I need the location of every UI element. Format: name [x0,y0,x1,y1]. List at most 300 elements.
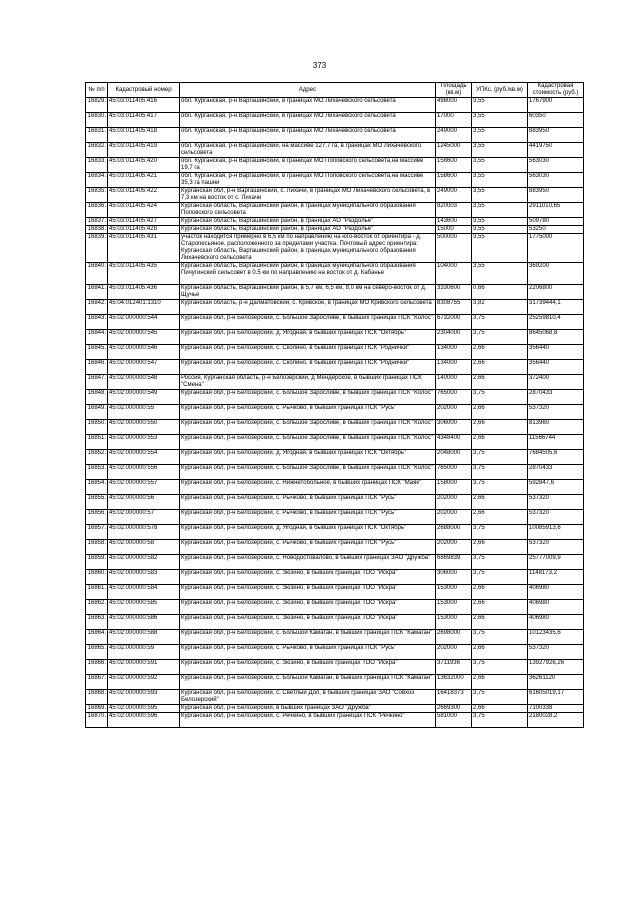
cell-cadastral-number: 45:02:000000:557 [108,480,180,495]
cell-address: Курганская обл, р-н Белозерский, с. Речкино, в бывших границах ПСК "Речкино" [180,713,436,728]
cell-address: Курганская обл, р-н Белозерский, с. Нижнетобольное, в бывших границах ПСК "Маяк" [180,480,436,495]
table-row [86,525,584,540]
table-row [86,263,584,285]
cell-row-number: 16855. [86,495,108,510]
cell-cadastral-cost: 2870433 [528,465,584,480]
cell-upks: 2,66 [472,495,528,510]
cell-cadastral-cost: 406980 [528,600,584,615]
cell-cadastral-cost: 25777009,9 [528,555,584,570]
cell-address: Курганская обл, р-н Белозерский, с. Большое Заросливе, в бывших границах ПСК "Колос" [180,315,436,330]
cell-row-number: 16856. [86,510,108,525]
cell-address: Курганская обл, р-н Белозерский, с. Светлый Дол, в бывших границах ЗАО "Совхоз Белозерский" [180,690,436,705]
cell-address: обл. Курганская, р-н Варгашинский, в границах МО Поповского сельсовета,на массиве 19,7 га [180,158,436,173]
table-row [86,600,584,615]
cell-upks: 3,55 [472,143,528,158]
cell-upks: 3,75 [472,570,528,585]
cell-address: Курганская обл, р-н Белозерский, с. Зюзино, в бывших границах ТОО "Искра" [180,660,436,675]
cell-cadastral-cost: 60350 [528,113,584,128]
cell-row-number: 16849. [86,405,108,420]
cell-cadastral-cost: 406980 [528,615,584,630]
cell-upks: 3,55 [472,128,528,143]
cell-cadastral-number: 45:03:011405:427 [108,218,180,226]
cell-upks: 3,75 [472,660,528,675]
table-row [86,188,584,203]
cell-address: Курганская обл, р-н Белозерский, с. Скопино, в бывших границах ПСК "Роднички" [180,345,436,360]
cell-address: Россия, Курганская область, р-н Белозерский, д Мендерское, в бывших границах ПСК "Смена" [180,375,436,390]
cell-row-number: 16854. [86,480,108,495]
table-row [86,705,584,713]
cell-upks: 2,66 [472,360,528,375]
table-row [86,435,584,450]
cell-address: Курганская область, р-н Далматовский, с. Кривское, в границах МО Кривского сельсовета [180,300,436,315]
cell-cadastral-number: 45:02:000000:55 [108,405,180,420]
cell-cadastral-cost: 1775000 [528,234,584,263]
cell-row-number: 16841. [86,285,108,300]
cell-area: 2304000 [436,330,472,345]
cell-cadastral-cost: 883950 [528,128,584,143]
cell-cadastral-cost: 537320 [528,495,584,510]
cell-address: Курганская обл, р-н Белозерский, с. Рычково, в бывших границах ПСК "Русь" [180,510,436,525]
cell-cadastral-number: 45:03:011405:431 [108,234,180,263]
cell-row-number: 16829. [86,98,108,113]
cell-cadastral-cost: 372400 [528,375,584,390]
cell-cadastral-number: 45:02:000000:592 [108,675,180,690]
cell-upks: 2,66 [472,615,528,630]
cell-area: 134000 [436,345,472,360]
cell-area: 2669300 [436,705,472,713]
cell-upks: 3,75 [472,555,528,570]
table-row [86,480,584,495]
table-row [86,98,584,113]
cell-area: 6732000 [436,315,472,330]
cell-address: Курганская обл, р-н Белозерский, с. Зюзино, в бывших границах ТОО "Искра" [180,615,436,630]
table-row [86,113,584,128]
table-body [86,98,584,728]
cell-cadastral-cost: 13927926,26 [528,660,584,675]
cell-cadastral-number: 45:03:011405:419 [108,143,180,158]
table-row [86,218,584,226]
cell-address: обл. Курганская, р-н Варгашинский, в границах МО Лихачевского сельсовета [180,128,436,143]
cell-row-number: 16870. [86,713,108,728]
cell-upks: 3,75 [472,690,528,705]
cell-address: Курганская область, Варгашинский район, в границах АО "Раздолье" [180,226,436,234]
cell-cadastral-number: 45:02:000000:550 [108,420,180,435]
cell-upks: 3,55 [472,218,528,226]
cell-cadastral-number: 45:02:000000:556 [108,465,180,480]
cell-cadastral-cost: 2911010,65 [528,203,584,218]
cell-address: Курганская обл, р-н Варгашинский, с. Лихачи, в границах МО Лихачевского сельсовета, в 7,3 км на восток от с. Лихачи [180,188,436,203]
cell-cadastral-cost: 563030 [528,173,584,188]
cell-cadastral-cost: 25259810,4 [528,315,584,330]
cell-cadastral-number: 45:02:000000:546 [108,345,180,360]
cell-address: Курганская обл, р-н Белозерский, с. Зюзино, в бывших границах ТОО "Искра" [180,600,436,615]
cell-row-number: 16846. [86,360,108,375]
table-row [86,203,584,218]
table-row [86,234,584,263]
cell-row-number: 16842. [86,300,108,315]
cell-upks: 2,66 [472,375,528,390]
cell-row-number: 16863. [86,615,108,630]
cell-cadastral-cost: 406980 [528,585,584,600]
cell-upks: 3,55 [472,234,528,263]
cell-area: 13632000 [436,675,472,690]
cell-cadastral-cost: 592847,6 [528,480,584,495]
cell-upks: 3,55 [472,173,528,188]
cell-row-number: 16844. [86,330,108,345]
cell-row-number: 16859. [86,555,108,570]
cell-upks: 2,66 [472,420,528,435]
cell-area: 500000 [436,234,472,263]
cell-cadastral-number: 45:02:000000:547 [108,360,180,375]
cell-cadastral-number: 45:03:011405:421 [108,173,180,188]
cell-upks: 2,66 [472,345,528,360]
cell-row-number: 16860. [86,570,108,585]
cell-cadastral-cost: 31739444,1 [528,300,584,315]
cell-area: 820003 [436,203,472,218]
table-row [86,585,584,600]
table-row [86,390,584,405]
cell-upks: 3,55 [472,263,528,285]
cell-address: Курганская обл, р-н Белозерский, д. Ягодная, в бывших границах ПСК "Октябрь" [180,330,436,345]
cell-cadastral-number: 45:02:000000:553 [108,435,180,450]
cell-upks: 2,66 [472,540,528,555]
cell-address: Курганская обл, р-н Белозерский, с. Зюзино, в бывших границах ТОО "Искра" [180,570,436,585]
header-address: Адрес [180,83,436,98]
cell-area: 16418373 [436,690,472,705]
cell-area: 249000 [436,188,472,203]
cell-cadastral-number: 45:03:011405:420 [108,158,180,173]
cell-cadastral-cost: 61605019,17 [528,690,584,705]
table-row [86,345,584,360]
cell-address: Курганская обл, р-н Белозерский, с. Зюзино, в бывших границах ТОО "Искра" [180,585,436,600]
cell-upks: 2,66 [472,645,528,660]
cell-address: Курганская обл, р-н Белозерский, с. Рычково, в бывших границах ПСК "Русь" [180,540,436,555]
cell-area: 153000 [436,585,472,600]
cell-cadastral-number: 45:03:011405:418 [108,128,180,143]
cell-address: обл. Курганская, р-н Варгашинский, в границах МО Поповского сельсовета,на массиве 35,3 га пашни [180,173,436,188]
cell-address: Курганская обл, р-н Белозерский, с. Рычково, в бывших границах ПСК "Русь" [180,495,436,510]
cell-row-number: 16839. [86,234,108,263]
cell-cadastral-cost: 509780 [528,218,584,226]
cell-area: 306000 [436,420,472,435]
cell-address: Курганская область, Варгашинский район, в 5,7 км, 6,5 км, 8,0 км на северо-восток от д. Щучье [180,285,436,300]
cell-cadastral-cost: 8645068,8 [528,330,584,345]
cell-upks: 3,55 [472,158,528,173]
table-row [86,555,584,570]
cell-cadastral-cost: 36261120 [528,675,584,690]
cell-address: Курганская обл, р-н Белозерский, с. Рычково, в бывших границах ПСК "Русь" [180,405,436,420]
cell-cadastral-number: 45:04:012401:1310 [108,300,180,315]
cell-area: 306000 [436,570,472,585]
cell-area: 1245000 [436,143,472,158]
cell-cadastral-number: 45:02:000000:58 [108,540,180,555]
table-row [86,158,584,173]
cell-cadastral-cost: 563030 [528,158,584,173]
cell-upks: 2,66 [472,705,528,713]
cell-cadastral-number: 45:03:011405:416 [108,98,180,113]
cell-cadastral-cost: 7100338 [528,705,584,713]
cell-area: 202000 [436,540,472,555]
cell-upks: 2,66 [472,585,528,600]
cell-upks: 3,55 [472,203,528,218]
cell-cadastral-number: 45:02:000000:57 [108,510,180,525]
cell-area: 143600 [436,218,472,226]
cell-upks: 3,55 [472,226,528,234]
cell-area: 6869839 [436,555,472,570]
cell-cadastral-number: 45:02:000000:56 [108,495,180,510]
cell-area: 158600 [436,173,472,188]
cell-row-number: 16850. [86,420,108,435]
table-row [86,540,584,555]
cell-area: 4348400 [436,435,472,450]
cell-cadastral-number: 45:03:011405:435 [108,263,180,285]
cell-row-number: 16868. [86,690,108,705]
cell-area: 3711936 [436,660,472,675]
cell-row-number: 16869. [86,705,108,713]
cell-cadastral-cost: 2206800 [528,285,584,300]
cell-upks: 3,75 [472,480,528,495]
cell-area: 104000 [436,263,472,285]
cell-area: 765000 [436,390,472,405]
cell-cadastral-number: 45:03:011405:436 [108,285,180,300]
cell-cadastral-number: 45:03:011405:424 [108,203,180,218]
cell-row-number: 16847. [86,375,108,390]
cell-address: Курганская область, Варгашинский район, в границах АО "Раздолье" [180,218,436,226]
cell-address: обл. Курганская, р-н Варгашинский, в границах МО Лихачевского сельсовета [180,113,436,128]
cell-address: Курганская обл, р-н Белозерский, с. Скопино, в бывших границах ПСК "Роднички" [180,360,436,375]
cell-cadastral-cost: 11566744 [528,435,584,450]
cell-row-number: 16867. [86,675,108,690]
cell-cadastral-cost: 10085913,6 [528,525,584,540]
cell-area: 498000 [436,98,472,113]
cell-address: Курганская обл, р-н Белозерский, с. Большое Заросливе, в бывших границах ПСК "Колос" [180,390,436,405]
cell-area: 202000 [436,510,472,525]
cell-cadastral-cost: 813960 [528,420,584,435]
cell-area: 134000 [436,360,472,375]
cell-cadastral-cost: 883950 [528,188,584,203]
cell-row-number: 16840. [86,263,108,285]
cell-area: 202000 [436,405,472,420]
cell-cadastral-cost: 7684505,6 [528,450,584,465]
cell-address: участок находится примерно в 6,5 км по направлению на юго-восток от ориентира - д. Старопесьяное, расположенного за пределами участка. Почтовый адрес ориентира: Курганская область, Варгашинский район, в границах муниципального образования Лихачевского сельсовета [180,234,436,263]
table-row [86,450,584,465]
cell-cadastral-cost: 2870433 [528,390,584,405]
cell-cadastral-cost: 1767900 [528,98,584,113]
cell-address: Курганская обл, р-н Белозерский, с. Большой Камаган, в бывших границах ПСК "Камаган" [180,630,436,645]
table-row [86,375,584,390]
cell-upks: 2,66 [472,435,528,450]
cell-address: Курганская обл, р-н Белозерский, д. Ягодная, в бывших границах ПСК "Октябрь" [180,450,436,465]
table-row [86,645,584,660]
cell-cadastral-number: 45:02:000000:593 [108,690,180,705]
table-row [86,128,584,143]
header-upks: УПКс. (руб./кв.м) [472,83,528,98]
cell-address: Курганская область, Варгашинский район, в границах муниципального образования Поповского сельсовета [180,203,436,218]
cell-address: Курганская обл, р-н Белозерский, с. Большое Заросливе, в бывших границах ПСК "Колос" [180,465,436,480]
cell-cadastral-number: 45:02:000000:586 [108,615,180,630]
cell-cadastral-cost: 1148173,2 [528,570,584,585]
cell-cadastral-cost: 10123435,6 [528,630,584,645]
cell-area: 2698000 [436,630,472,645]
cell-upks: 3,55 [472,113,528,128]
table-row [86,405,584,420]
cell-address: Курганская область, Варгашинский район, в границах муниципального образования Пичугинский сельсовет в 0.5 км по направлению на восток от д. Кабанье [180,263,436,285]
table-row [86,465,584,480]
cell-row-number: 16833. [86,158,108,173]
cell-cadastral-number: 45:02:000000:591 [108,660,180,675]
cell-cadastral-number: 45:02:000000:548 [108,375,180,390]
header-cadastral-number: Кадастровый номер [108,83,180,98]
cell-upks: 3,75 [472,450,528,465]
table-row [86,630,584,645]
cell-cadastral-number: 45:02:000000:583 [108,570,180,585]
table-header [86,83,584,98]
cell-area: 3330600 [436,285,472,300]
cell-address: Курганская обл, р-н Белозерский, с. Новодостовалово, в бывших границах ЗАО "Дружба" [180,555,436,570]
cell-cadastral-cost: 4419750 [528,143,584,158]
cell-row-number: 16845. [86,345,108,360]
table-row [86,360,584,375]
cell-cadastral-number: 45:02:000000:585 [108,600,180,615]
cell-cadastral-cost: 2180028,2 [528,713,584,728]
cell-cadastral-cost: 537320 [528,645,584,660]
cell-row-number: 16831. [86,128,108,143]
table-row [86,615,584,630]
cell-row-number: 16864. [86,630,108,645]
cell-upks: 3,82 [472,300,528,315]
cell-area: 8308755 [436,300,472,315]
cell-cadastral-cost: 53250 [528,226,584,234]
cell-cadastral-number: 45:02:000000:554 [108,450,180,465]
cell-row-number: 16837. [86,218,108,226]
cell-upks: 3,75 [472,465,528,480]
cell-cadastral-cost: 537320 [528,405,584,420]
cell-row-number: 16853. [86,465,108,480]
cell-row-number: 16861. [86,585,108,600]
cell-address: Курганская обл, р-н Белозерский, в бывших границах ЗАО "Дружба" [180,705,436,713]
cell-area: 153000 [436,600,472,615]
table-row [86,330,584,345]
header-area: Площадь (кв.м) [436,83,472,98]
cell-area: 158600 [436,158,472,173]
cell-area: 765000 [436,465,472,480]
cell-row-number: 16834. [86,173,108,188]
cell-row-number: 16866. [86,660,108,675]
cell-cadastral-cost: 369200 [528,263,584,285]
cell-row-number: 16862. [86,600,108,615]
table-row [86,713,584,728]
cell-cadastral-cost: 537320 [528,540,584,555]
cadastral-table [85,82,584,728]
cell-row-number: 16838. [86,226,108,234]
table-row [86,173,584,188]
header-num: № п/п [86,83,108,98]
cell-row-number: 16843. [86,315,108,330]
cell-cadastral-number: 45:02:000000:549 [108,390,180,405]
cell-area: 140000 [436,375,472,390]
cell-cadastral-number: 45:02:000000:596 [108,713,180,728]
table-row [86,285,584,300]
cell-area: 158000 [436,480,472,495]
cell-row-number: 16848. [86,390,108,405]
table-row [86,570,584,585]
cell-upks: 2,66 [472,600,528,615]
cell-area: 249000 [436,128,472,143]
cell-row-number: 16851. [86,435,108,450]
cell-cadastral-number: 45:02:000000:582 [108,555,180,570]
cell-cadastral-number: 45:02:000000:578 [108,525,180,540]
cell-upks: 2,66 [472,675,528,690]
cell-upks: 3,75 [472,525,528,540]
cell-cadastral-number: 45:03:011405:422 [108,188,180,203]
cell-cadastral-number: 45:02:000000:595 [108,705,180,713]
cell-area: 17000 [436,113,472,128]
cell-upks: 3,75 [472,630,528,645]
cell-cadastral-cost: 356440 [528,345,584,360]
cell-row-number: 16836. [86,203,108,218]
cell-cadastral-cost: 356440 [528,360,584,375]
header-cadastral-cost: Кадастровая стоимость (руб.) [528,83,584,98]
table-row [86,495,584,510]
cell-upks: 3,75 [472,390,528,405]
cell-upks: 3,75 [472,713,528,728]
cell-row-number: 16832. [86,143,108,158]
cell-address: обл. Курганская, р-н Варгашинский, на массиве 127,7 га, в границах МО Лихачевского сельсовета [180,143,436,158]
table-row [86,690,584,705]
cell-row-number: 16858. [86,540,108,555]
table-row [86,660,584,675]
cell-row-number: 16830. [86,113,108,128]
cell-row-number: 16835. [86,188,108,203]
cell-address: Курганская обл, р-н Белозерский, с. Большое Заросливе, в бывших границах ПСК "Колос" [180,435,436,450]
cell-row-number: 16865. [86,645,108,660]
cell-address: Курганская обл, р-н Белозерский, с. Большой Камаган, в бывших границах ПСК "Камаган" [180,675,436,690]
cell-row-number: 16857. [86,525,108,540]
cell-cadastral-number: 45:02:000000:59 [108,645,180,660]
cell-upks: 2,66 [472,510,528,525]
cell-address: Курганская обл, р-н Белозерский, с. Большое Заросливе, в бывших границах ПСК "Колос" [180,420,436,435]
cell-upks: 3,75 [472,315,528,330]
cell-row-number: 16852. [86,450,108,465]
cell-upks: 3,55 [472,98,528,113]
cell-cadastral-number: 45:02:000000:588 [108,630,180,645]
cell-area: 581000 [436,713,472,728]
cell-area: 202000 [436,495,472,510]
cell-area: 15000 [436,226,472,234]
cell-area: 202000 [436,645,472,660]
table-row [86,143,584,158]
table-row [86,226,584,234]
cell-upks: 3,55 [472,188,528,203]
cell-cadastral-number: 45:03:011405:417 [108,113,180,128]
table-row [86,510,584,525]
cell-upks: 2,66 [472,405,528,420]
cell-area: 2688000 [436,525,472,540]
cell-upks: 3,75 [472,330,528,345]
cell-cadastral-number: 45:02:000000:584 [108,585,180,600]
cell-cadastral-number: 45:02:000000:545 [108,330,180,345]
cell-cadastral-cost: 537320 [528,510,584,525]
cell-address: Курганская обл, р-н Белозерский, д. Ягодная, в бывших границах ПСК "Октябрь" [180,525,436,540]
table-row [86,315,584,330]
table-row [86,300,584,315]
table-row [86,675,584,690]
cell-address: Курганская обл, р-н Белозерский, с. Рычково, в бывших границах ПСК "Русь" [180,645,436,660]
cell-area: 153000 [436,615,472,630]
page-number: 373 [312,61,327,70]
table-row [86,420,584,435]
cell-cadastral-number: 45:02:000000:544 [108,315,180,330]
